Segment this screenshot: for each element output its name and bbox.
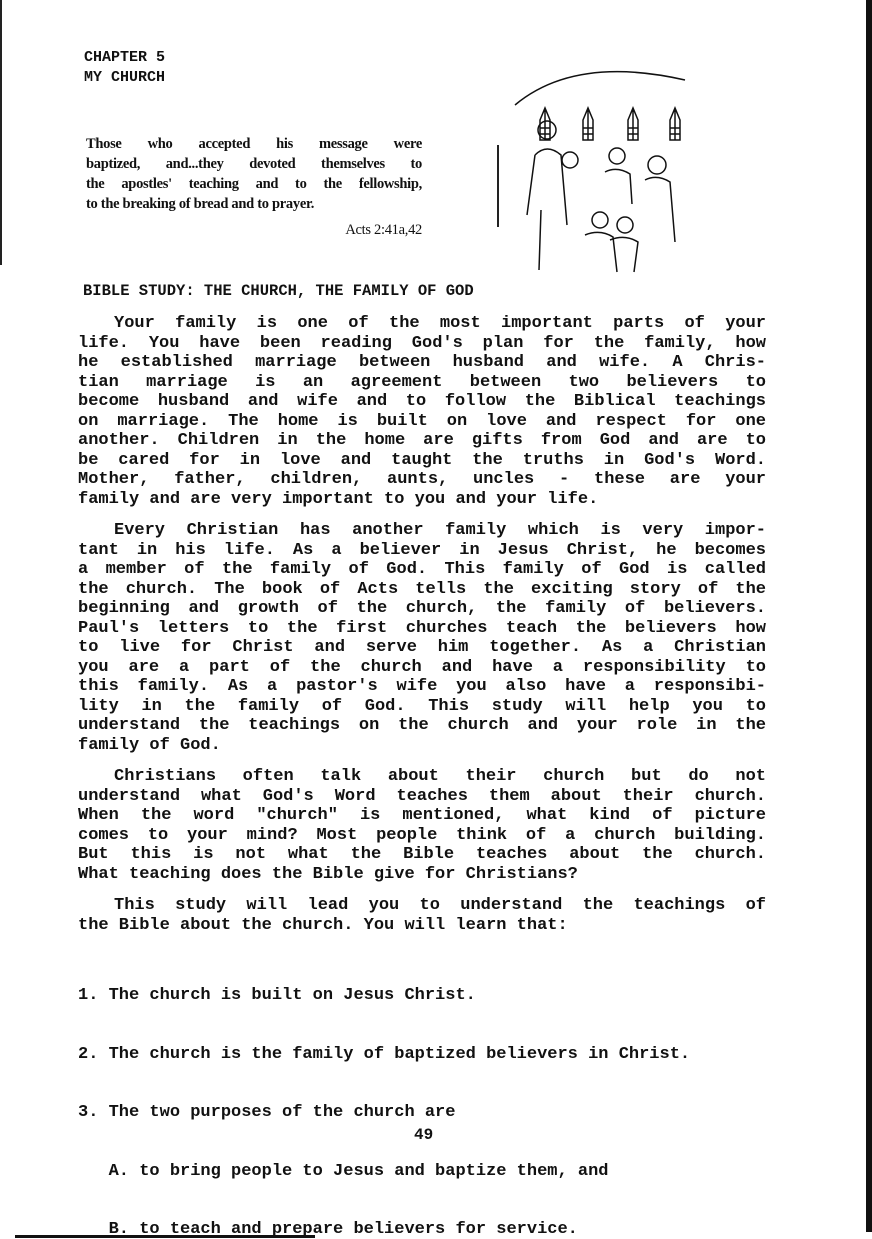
divider-line [497,145,499,227]
paragraph-line: a member of the family of God. This family of God is called [78,560,766,579]
paragraph-line: Your family is one of the most important parts of your [114,314,766,333]
paragraph-line: Every Christian has another family which is very impor- [114,521,766,540]
paragraph-line: Christians often talk about their church but do not [114,767,766,786]
paragraph-line: be cared for in love and taught the truths in God's Word. [78,450,766,470]
quote-reference: Acts 2:41a,42 [345,222,422,238]
quote-line: to the breaking of bread and to prayer. [86,196,315,212]
list-item: 1. The church is built on Jesus Christ. [78,986,476,1005]
scripture-quote [86,134,422,240]
quote-line: Those who accepted his message were [86,136,422,152]
body-paragraph-3 [78,767,766,884]
paragraph-line: tant in his life. As a believer in Jesus Christ, he becomes [78,540,766,560]
paragraph-line: This study will lead you to understand the teachings of [114,896,766,915]
list-item: 2. The church is the family of baptized believers in Christ. [78,1044,691,1064]
quote-line: the apostles' teaching and to the fellowship, [86,176,422,192]
paragraph-line: to live for Christ and serve him together. As a Christian [78,638,766,657]
paragraph-line: What teaching does the Bible give for Christians? [78,864,578,884]
paragraph-line: understand what God's Word teaches them about their church. [78,786,766,806]
body-paragraph-2 [78,521,766,755]
chapter-title: MY CHURCH [84,69,166,86]
quote-line: baptized, and...they devoted themselves to [86,156,422,172]
paragraph-line: you are a part of the church and have a responsibility to [78,657,766,677]
paragraph-line: on marriage. The home is built on love and respect for one [78,411,766,431]
scan-edge-left [0,0,2,265]
section-heading: BIBLE STUDY: THE CHURCH, THE FAMILY OF GOD [83,282,474,300]
paragraph-line: the church. The book of Acts tells the exciting story of the [78,579,766,599]
paragraph-line: another. Children in the home are gifts from God and are to [78,431,766,450]
list-item: B. to teach and prepare believers for service. [78,1220,578,1239]
paragraph-line: lity in the family of God. This study will help you to [78,696,766,716]
chapter-header [84,48,165,88]
scan-edge-right [866,0,872,1232]
learning-list [78,947,766,1239]
paragraph-line: When the word "church" is mentioned, what kind of picture [78,806,766,825]
page-number: 49 [414,1126,434,1144]
paragraph-line: this family. As a pastor's wife you also have a responsibi- [78,677,766,696]
paragraph-line: the Bible about the church. You will learn that: [78,915,568,935]
paragraph-line: tian marriage is an agreement between two believers to [78,372,766,392]
paragraph-line: But this is not what the Bible teaches about the church. [78,845,766,864]
paragraph-line: Mother, father, children, aunts, uncles - these are your [78,470,766,489]
paragraph-line: family and are very important to you and your life. [78,489,599,509]
paragraph-line: beginning and growth of the church, the family of believers. [78,599,766,618]
church-family-illustration [505,60,695,275]
body-text [78,314,766,1239]
chapter-number: CHAPTER 5 [84,49,166,66]
paragraph-line: he established marriage between husband and wife. A Chris- [78,353,766,372]
paragraph-line: family of God. [78,735,221,755]
paragraph-line: Paul's letters to the first churches teach the believers how [78,618,766,638]
paragraph-line: comes to your mind? Most people think of a church building. [78,825,766,845]
paragraph-line: become husband and wife and to follow the Biblical teachings [78,392,766,411]
body-paragraph-4 [78,896,766,935]
list-item: A. to bring people to Jesus and baptize them, and [78,1161,609,1181]
list-item: 3. The two purposes of the church are [78,1103,456,1122]
window-icons [540,108,680,140]
paragraph-line: life. You have been reading God's plan for the family, how [78,333,766,353]
paragraph-line: understand the teachings on the church and your role in the [78,716,766,735]
body-paragraph-1 [78,314,766,509]
